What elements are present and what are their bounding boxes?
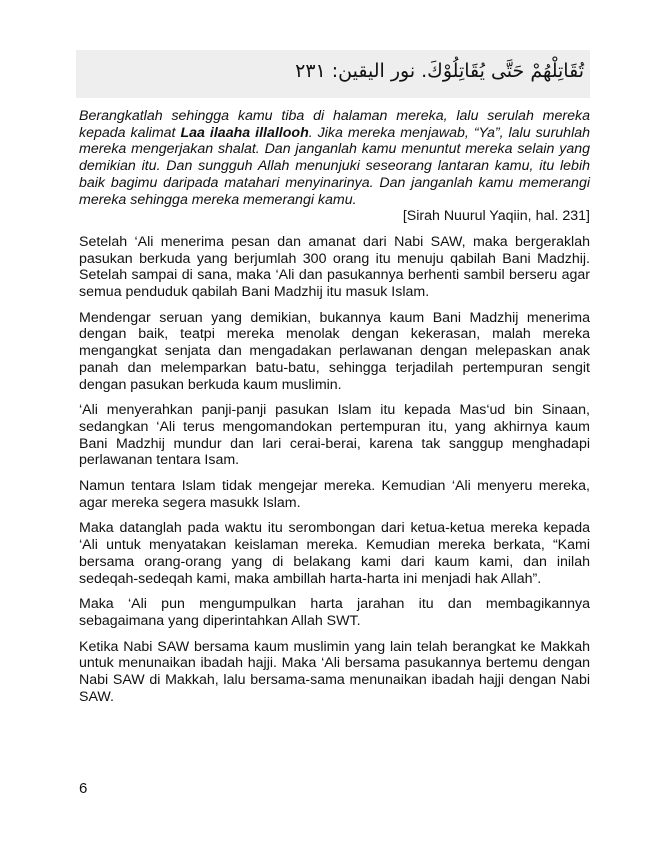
quote-citation: [Sirah Nuurul Yaqiin, hal. 231] xyxy=(402,208,590,225)
page-number: 6 xyxy=(79,780,88,797)
paragraph: Maka ‘Ali pun mengumpulkan harta jarahan itu dan membagikannya sebagaimana yang diperintahkan Allah SWT. xyxy=(79,596,590,629)
paragraph: Maka datanglah pada waktu itu serombongan dari ketua-ketua mereka kepada ‘Ali untuk menyatakan keislaman mereka. Kemudian mereka berkata, “Kami bersama orang-orang yang di belakang kami dari kaum kami, dan inilah sedeqah-sedeqah kami, maka ambillah harta-harta ini menjadi hak Allah”. xyxy=(79,520,590,587)
hadith-quote xyxy=(79,108,590,208)
paragraph: Ketika Nabi SAW bersama kaum muslimin yang lain telah berangkat ke Makkah untuk menunaikan ibadah hajji. Maka ‘Ali bersama pasukannya bertemu dengan Nabi SAW di Makkah, lalu bersama-sama menunaikan ibadah hajji dengan Nabi SAW. xyxy=(79,638,590,705)
paragraph: Mendengar seruan yang demikian, bukannya kaum Bani Madzhij menerima dengan baik, teatpi mereka menolak dengan kekerasan, malah mereka mengangkat senjata dan mengadakan perlawanan dengan melepaskan anak panah dan melemparkan batu-batu, sehingga terjadilah pertempuran sengit dengan pasukan berkuda kaum muslimin. xyxy=(79,309,590,393)
arabic-verse-band xyxy=(76,50,590,98)
quote-text-part-1: Berangkatlah sehingga kamu tiba di halaman mereka, lalu serulah mereka kepada kalimat xyxy=(79,108,590,141)
paragraph: Namun tentara Islam tidak mengejar mereka. Kemudian ‘Ali menyeru mereka, agar mereka segera masukk Islam. xyxy=(79,478,590,511)
arabic-verse: تُقَاتِلْهُمْ حَتَّى يُقَاتِلُوْكَ. نور اليقين: ٢٣١ xyxy=(295,60,584,82)
paragraph: ‘Ali menyerahkan panji-panji pasukan Islam itu kepada Mas‘ud bin Sinaan, sedangkan ‘Ali terus mengomandokan pertempuran itu, yang akhirnya kaum Bani Madzhij mundur dan lari cerai-berai, karena tak sanggup menghadapi perlawanan tentara Isam. xyxy=(79,402,590,469)
paragraph: Setelah ‘Ali menerima pesan dan amanat dari Nabi SAW, maka bergeraklah pasukan berkuda yang berjumlah 300 orang itu menuju qabilah Bani Madzhij. Setelah sampai di sana, maka ‘Ali dan pasukannya berhenti sambil berseru agar semua penduduk qabilah Bani Madzhij itu masuk Islam. xyxy=(79,233,590,301)
quote-text-part-2: . Jika mereka menjawab, “Ya”, lalu suruhlah mereka mengerjakan shalat. Dan janganlah kamu menuntut mereka selain yang demikian itu. Dan sungguh Allah menunjuki seseorang lantaran kamu, itu lebih baik bagimu daripada matahari menyinarinya. Dan janganlah kamu memerangi mereka sehingga mereka memerangi kamu. xyxy=(79,124,591,208)
quote-bold-phrase: Laa ilaaha illallooh xyxy=(180,124,309,141)
page-content xyxy=(79,108,590,715)
